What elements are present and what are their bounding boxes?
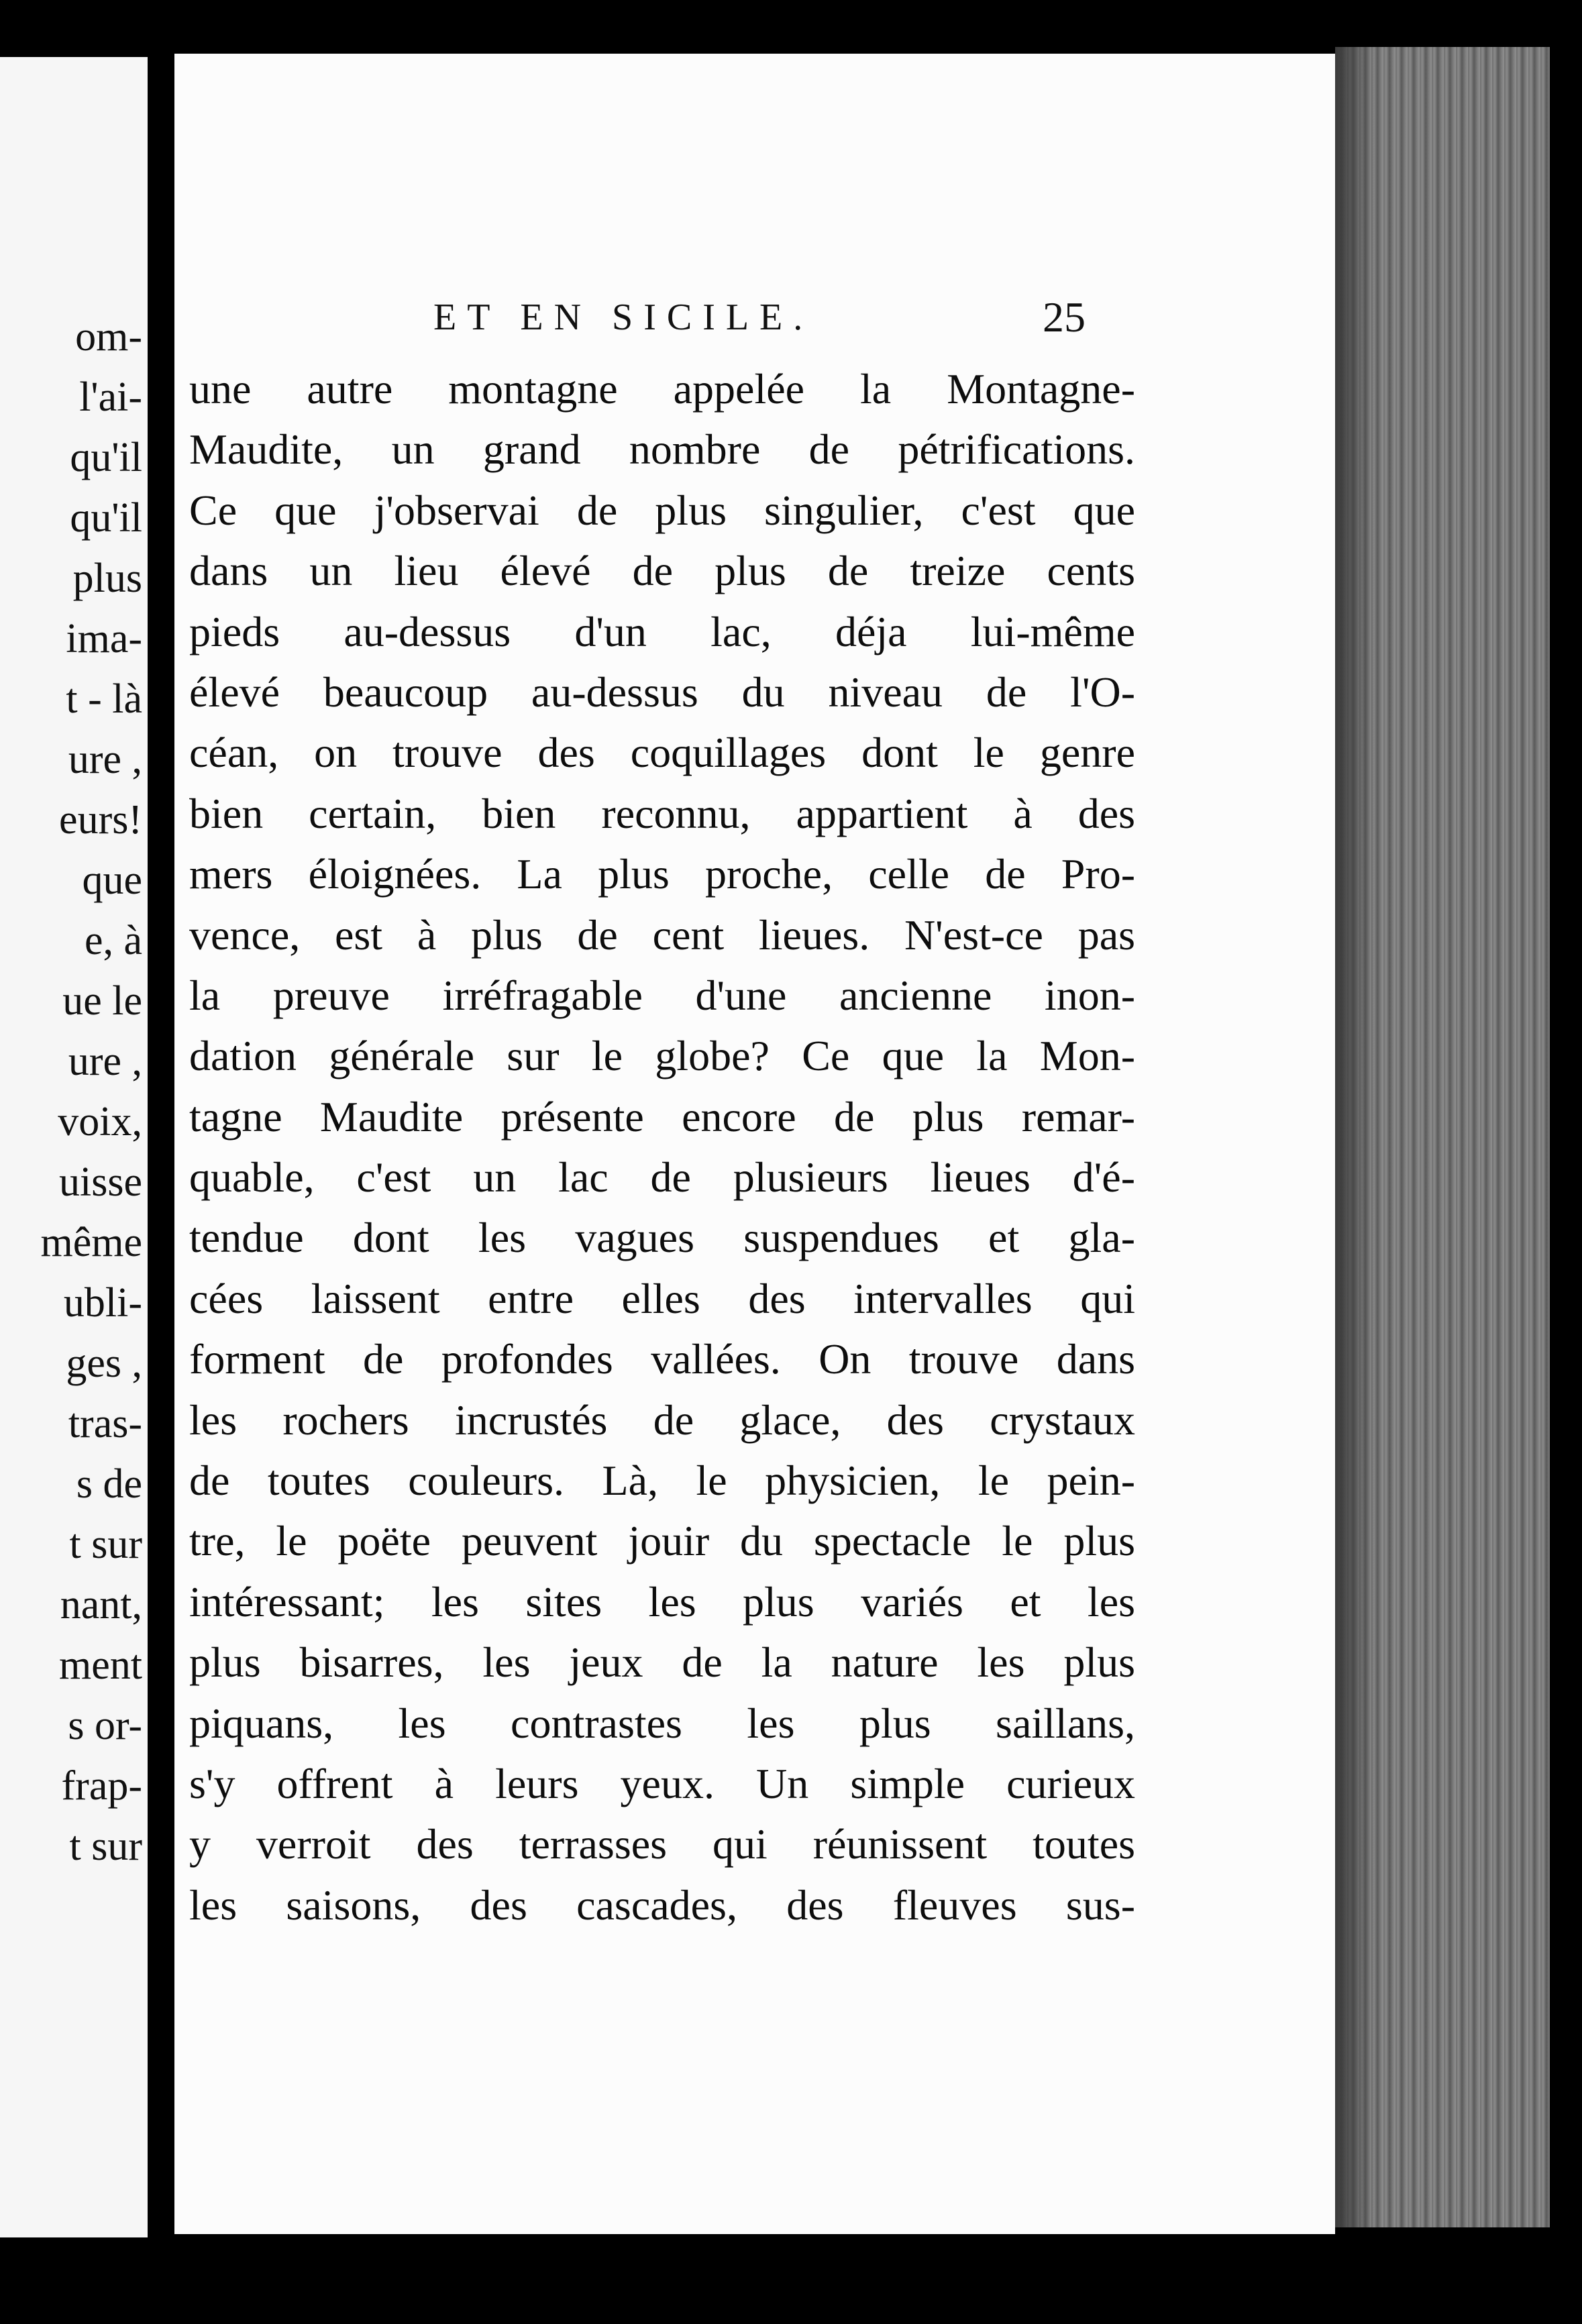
- page-edges-shadow: [1335, 47, 1375, 2227]
- text-line: Maudite, un grand nombre de pétrifications.: [189, 425, 1135, 474]
- page-number: 25: [1043, 293, 1086, 341]
- facing-line: uisse: [59, 1159, 142, 1205]
- text-line: élevé beaucoup au-dessus du niveau de l'O-: [189, 668, 1135, 716]
- text-line: cées laissent entre elles des intervalles qui: [189, 1274, 1135, 1322]
- facing-line: s or-: [68, 1703, 142, 1748]
- facing-line: que: [82, 857, 142, 903]
- text-line: céan, on trouve des coquillages dont le genre: [189, 729, 1135, 777]
- main-page: [174, 54, 1335, 2234]
- text-line: de toutes couleurs. Là, le physicien, le pein-: [189, 1457, 1135, 1505]
- text-line: une autre montagne appelée la Montagne-: [189, 365, 1135, 413]
- text-line: y verroit des terrasses qui réunissent toutes: [189, 1820, 1135, 1868]
- page-header: [174, 287, 1335, 348]
- text-line: vence, est à plus de cent lieues. N'est-ce pas: [189, 910, 1135, 959]
- text-line: dans un lieu élevé de plus de treize cents: [189, 547, 1135, 595]
- facing-line: plus: [72, 556, 142, 601]
- text-line: les saisons, des cascades, des fleuves sus-: [189, 1881, 1135, 1929]
- text-line: piquans, les contrastes les plus saillans,: [189, 1699, 1135, 1747]
- text-line: intéressant; les sites les plus variés et les: [189, 1577, 1135, 1626]
- book-gutter: [148, 0, 174, 2324]
- facing-line: nant,: [60, 1582, 142, 1628]
- text-line: dation générale sur le globe? Ce que la Mon-: [189, 1032, 1135, 1080]
- text-line: tendue dont les vagues suspendues et gla-: [189, 1214, 1135, 1262]
- facing-line: ment: [59, 1642, 142, 1688]
- facing-line: frap-: [61, 1763, 142, 1809]
- facing-line: ubli-: [63, 1280, 142, 1326]
- facing-line: ue le: [62, 978, 142, 1024]
- facing-line: eurs!: [59, 797, 142, 843]
- facing-line: ure ,: [68, 1039, 142, 1084]
- text-line: plus bisarres, les jeux de la nature les plus: [189, 1638, 1135, 1687]
- facing-line: ima-: [66, 616, 142, 662]
- facing-line: t sur: [69, 1824, 142, 1869]
- facing-line: om-: [75, 314, 142, 360]
- text-line: les rochers incrustés de glace, des crystaux: [189, 1395, 1135, 1444]
- facing-page-left: [0, 57, 148, 2237]
- text-line: bien certain, bien reconnu, appartient à des: [189, 789, 1135, 837]
- facing-line: e, à: [84, 918, 142, 963]
- facing-line: qu'il: [70, 435, 142, 480]
- text-line: tre, le poëte peuvent jouir du spectacle le plus: [189, 1517, 1135, 1565]
- text-line: Ce que j'observai de plus singulier, c'est que: [189, 486, 1135, 534]
- text-line: tagne Maudite présente encore de plus remar-: [189, 1092, 1135, 1141]
- text-line: mers éloignées. La plus proche, celle de Pro-: [189, 850, 1135, 898]
- facing-line: tras-: [68, 1401, 142, 1446]
- text-line: forment de profondes vallées. On trouve dans: [189, 1335, 1135, 1383]
- facing-line: ure ,: [68, 737, 142, 782]
- facing-line: t sur: [69, 1522, 142, 1567]
- facing-line: voix,: [58, 1099, 142, 1145]
- facing-line: s de: [76, 1461, 142, 1507]
- facing-line: même: [40, 1220, 142, 1265]
- text-line: quable, c'est un lac de plusieurs lieues d'é-: [189, 1153, 1135, 1202]
- facing-page-text: [0, 307, 142, 1877]
- text-line: s'y offrent à leurs yeux. Un simple curieux: [189, 1759, 1135, 1807]
- text-line: pieds au-dessus d'un lac, déja lui-même: [189, 607, 1135, 655]
- facing-line: l'ai-: [79, 374, 142, 420]
- text-line: la preuve irréfragable d'une ancienne inon-: [189, 971, 1135, 1019]
- facing-line: t - là: [66, 676, 142, 722]
- facing-line: qu'il: [70, 495, 142, 541]
- page-body: [189, 359, 1135, 1936]
- facing-line: ges ,: [66, 1340, 142, 1386]
- running-title: ET EN SICILE.: [433, 297, 814, 338]
